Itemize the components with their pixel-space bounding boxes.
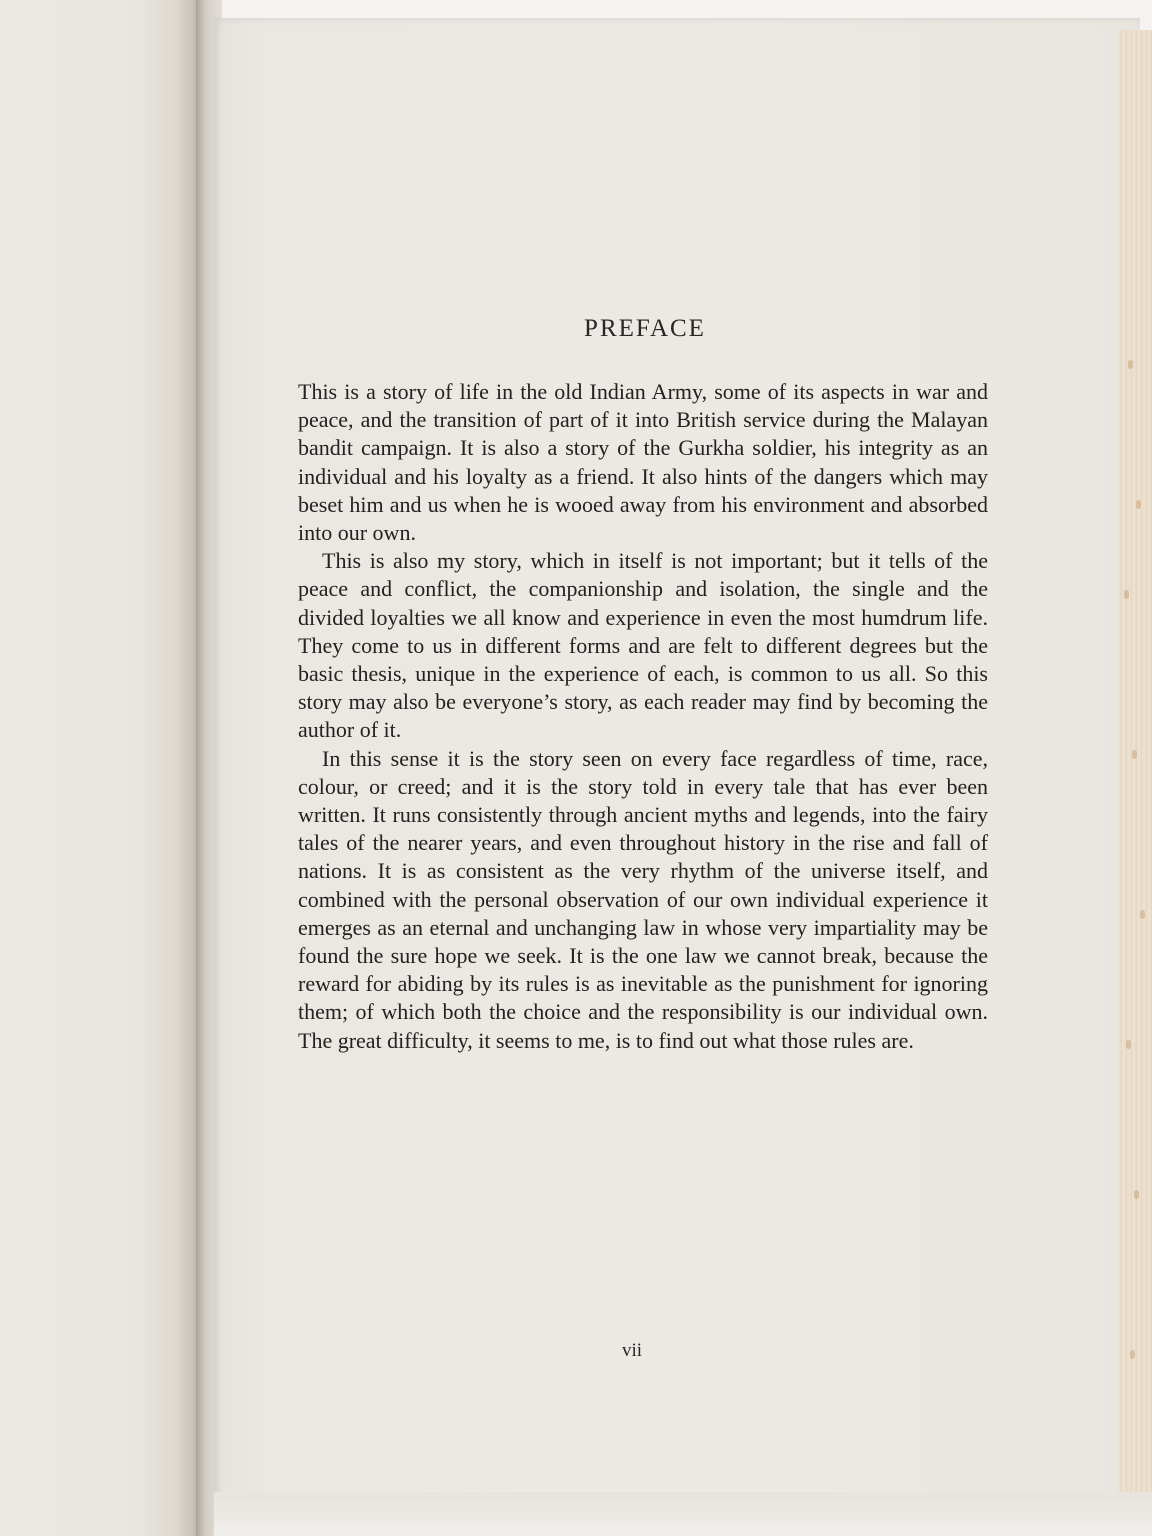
foxing-spot xyxy=(1126,1040,1131,1049)
preface-heading: PREFACE xyxy=(584,315,706,342)
foxing-spot xyxy=(1128,360,1133,369)
table-surface xyxy=(214,1492,1152,1536)
paragraph-2: This is also my story, which in itself is not important; but it tells of the peace and conflict, the companionship and isolation, the single and the divided loyalties we all know and experience in even the most humdrum life. They come to us in different forms and are felt to different degrees but the basic thesis, unique in the experience of each, is common to us all. So this story may also be everyone’s story, as each reader may find by becoming the author of it. xyxy=(298,548,988,743)
foxing-spot xyxy=(1124,590,1129,599)
foxing-spot xyxy=(1136,500,1141,509)
page-number: vii xyxy=(621,1340,643,1361)
paragraph-3: In this sense it is the story seen on every face regardless of time, race, colour, or creed; and it is the story told in every tale that has ever been written. It runs consistently through ancient myths and legends, into the fairy tales of the nearer years, and even throughout history in the rise and fall of nations. It is as consistent as the very rhythm of the universe itself, and combined with the personal observation of our own individual experience it emerges as an eternal and unchanging law in whose very impartiality may be found the sure hope we seek. It is the one law we cannot break, because the reward for abiding by its rules is as inevitable as the punishment for ignoring them; of which both the choice and the responsibility is our individual own. The great difficulty, it seems to me, is to find out what those rules are. xyxy=(298,745,988,1053)
facing-page xyxy=(0,0,200,1536)
page-edges xyxy=(1118,30,1152,1500)
preface-body xyxy=(298,378,988,1055)
foxing-spot xyxy=(1134,1190,1139,1199)
paragraph-1: This is a story of life in the old Indian Army, some of its aspects in war and peace, and the transition of part of it into British service during the Malayan bandit campaign. It is also a story of the Gurkha soldier, his integrity as an individual and his loyalty as a friend. It also hints of the dangers which may beset him and us when he is wooed away from his environment and absorbed into our own. xyxy=(298,379,988,546)
foxing-spot xyxy=(1140,910,1145,919)
foxing-spot xyxy=(1132,750,1137,759)
